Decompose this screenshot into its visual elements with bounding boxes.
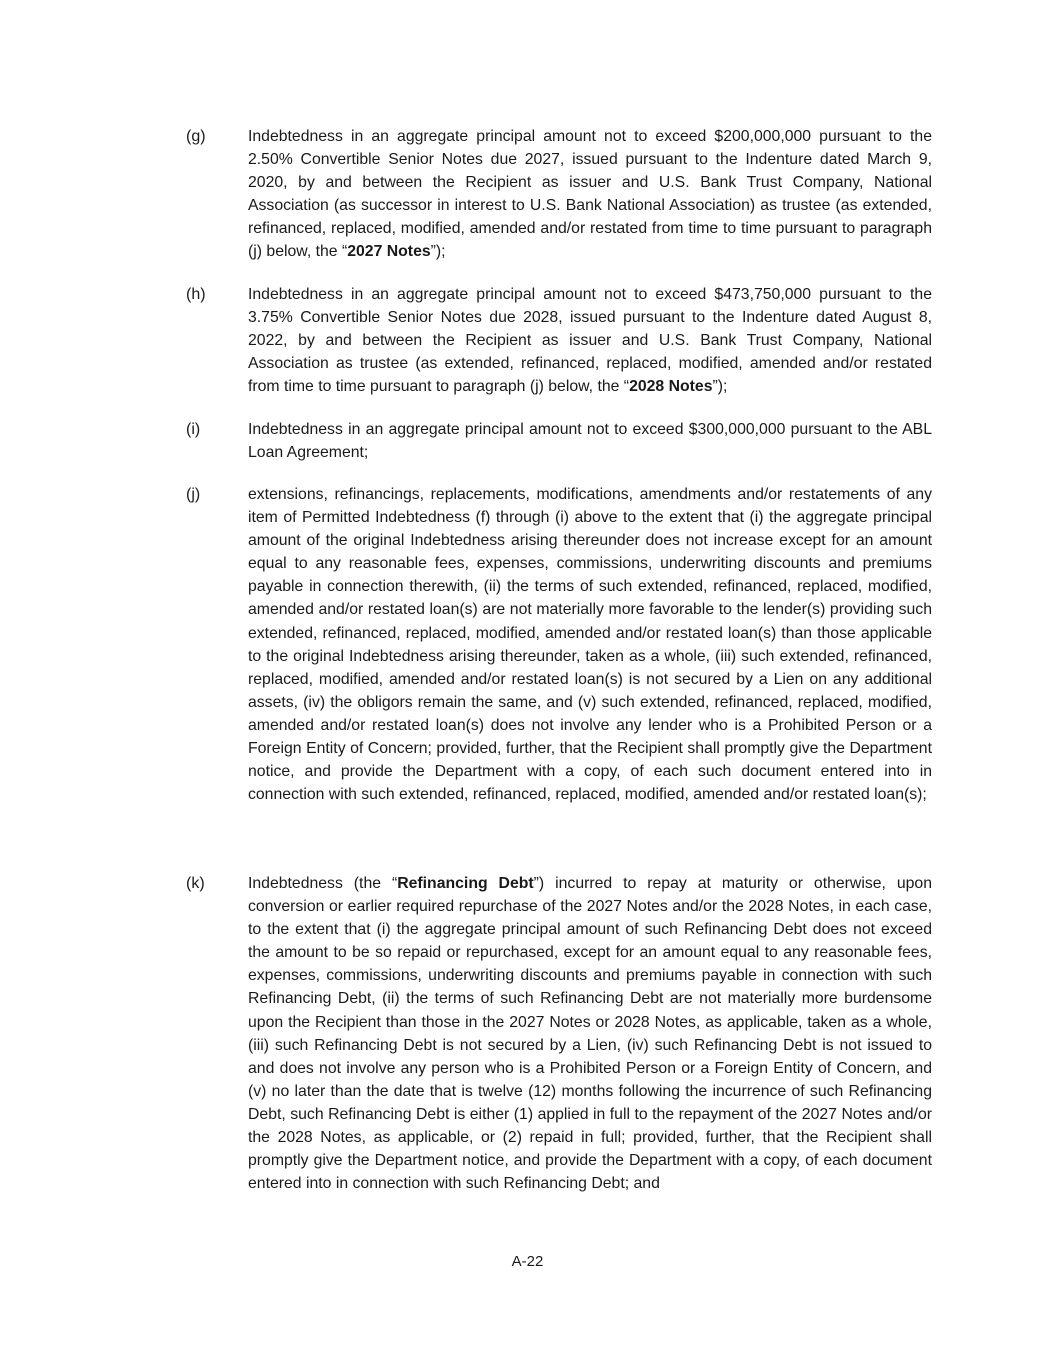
clause-marker: (h) xyxy=(186,286,206,303)
clause-text: extensions, refinancings, replacements, modifications, amendments and/or restatements of any item of Permitted Indebtedness (f) through (i) above to the extent that (i) the aggregate principal amount of the original Indebtedness arising thereunder does not increase except for an amount equal to any reasonable fees, expenses, commissions, underwriting discounts and premiums payable in connection therewith, (ii) the terms of such extended, refinanced, replaced, modified, amended and/or restated loan(s) are not materially more favorable to the lender(s) providing such extended, refinanced, replaced, modified, amended and/or restated loan(s) than those applicable to the original Indebtedness arising thereunder, taken as a whole, (iii) such extended, refinanced, replaced, modified, amended and/or restated loan(s) is not secured by a Lien on any additional assets, (iv) the obligors remain the same, and (v) such extended, refinanced, replaced, modified, amended and/or restated loan(s) does not involve any lender who is a Prohibited Person or a Foreign Entity of Concern; provided, further, that the Recipient shall promptly give the Department notice, and provide the Department with a copy, of each such document entered into in connection with such extended, refinanced, replaced, modified, amended and/or restated loan(s); xyxy=(248,486,932,804)
clause-marker: (i) xyxy=(186,421,201,438)
defined-term: Refinancing Debt xyxy=(397,875,534,892)
page-number: A-22 xyxy=(511,1253,544,1270)
clause-text: Indebtedness in an aggregate principal amount not to exceed $200,000,000 pursuant to the 2.50% Convertible Senior Notes due 2027, issued pursuant to the Indenture dated March 9, 2020, by and between the Recipient as issuer and U.S. Bank Trust Company, National Association (as successor in interest to U.S. Bank National Association) as trustee (as extended, refinanced, replaced, modified, amended and/or restated from time to time pursuant to paragraph (j) below, the “2027 Notes”); xyxy=(248,128,932,261)
clause-text: Indebtedness in an aggregate principal amount not to exceed $300,000,000 pursuant to the ABL Loan Agreement; xyxy=(248,421,932,462)
defined-term: 2028 Notes xyxy=(629,378,713,396)
clause-marker: (k) xyxy=(186,875,205,892)
clause-marker: (j) xyxy=(186,486,201,503)
clause-marker: (g) xyxy=(186,128,206,145)
clause-text: Indebtedness (the “Refinancing Debt”) incurred to repay at maturity or otherwise, upon conversion or earlier required repurchase of the 2027 Notes and/or the 2028 Notes, in each case, to the extent that (i) the aggregate principal amount of such Refinancing Debt does not exceed the amount to be so repaid or repurchased, except for an amount equal to any reasonable fees, expenses, commissions, underwriting discounts and premiums payable in connection with such Refinancing Debt, (ii) the terms of such Refinancing Debt are not materially more burdensome upon the Recipient than those in the 2027 Notes or 2028 Notes, as applicable, taken as a whole, (iii) such Refinancing Debt is not secured by a Lien, (iv) such Refinancing Debt is not issued to and does not involve any person who is a Prohibited Person or a Foreign Entity of Concern, and (v) no later than the date that is twelve (12) months following the incurrence of such Refinancing Debt, such Refinancing Debt is either (1) applied in full to the repayment of the 2027 Notes and/or the 2028 Notes, as applicable, or (2) repaid in full; provided, further, that the Recipient shall promptly give the Department notice, and provide the Department with a copy, of each document entered into in connection with such Refinancing Debt; and xyxy=(248,875,932,1193)
clause-text: Indebtedness in an aggregate principal amount not to exceed $473,750,000 pursuant to the 3.75% Convertible Senior Notes due 2028, issued pursuant to the Indenture dated August 8, 2022, by and between the Recipient as issuer and U.S. Bank Trust Company, National Association as trustee (as extended, refinanced, replaced, modified, amended and/or restated from time to time pursuant to paragraph (j) below, the “2028 Notes”); xyxy=(248,286,932,396)
defined-term: 2027 Notes xyxy=(347,243,431,261)
